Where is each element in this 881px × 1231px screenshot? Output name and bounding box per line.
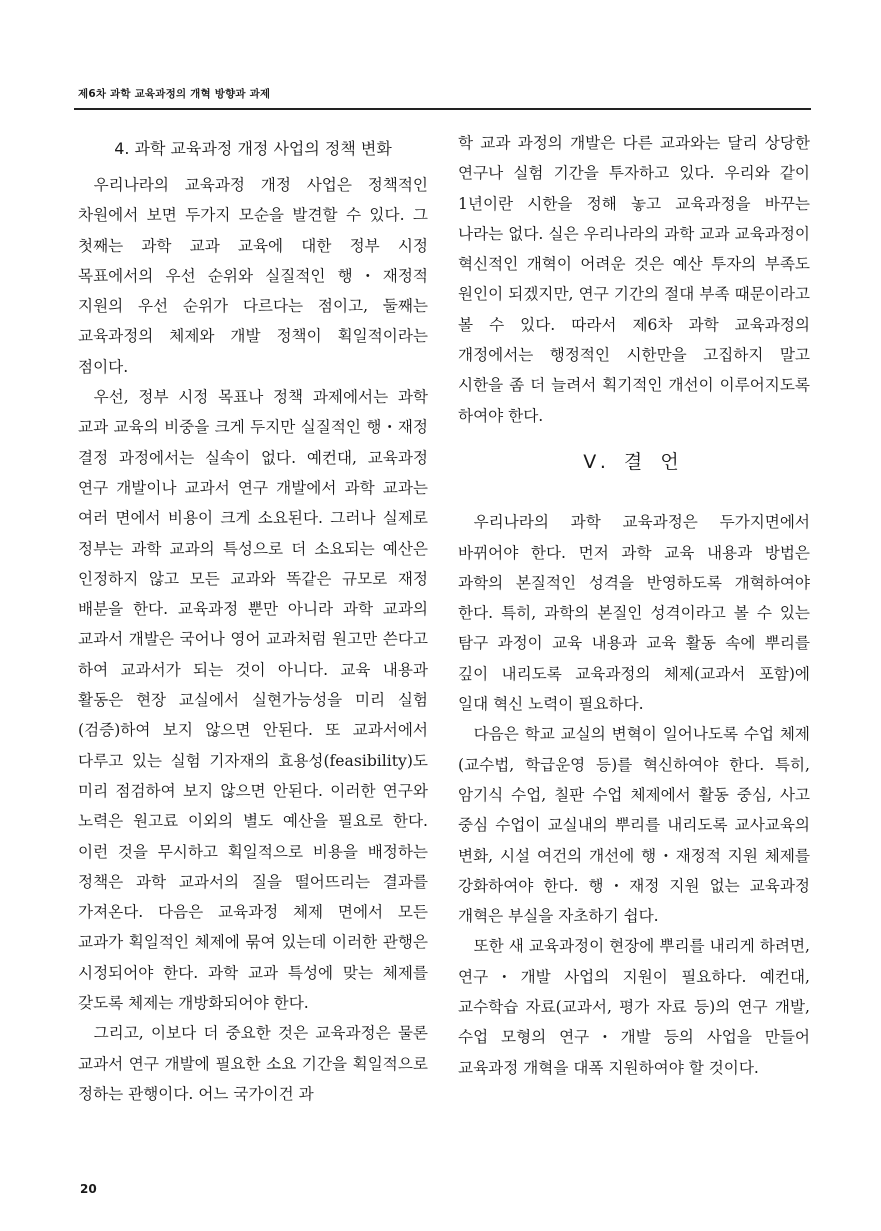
paragraph: 다음은 학교 교실의 변혁이 일어나도록 수업 체제(교수법, 학급운영 등)를 혁신하여야 한다. 특히, 암기식 수업, 칠판 수업 체제에서 활동 중심, 사고 중심 수업이 교실내의 뿌리를 내리도록 교사교육의 변화, 시설 여건의 개선에 행・재정적 지원 체제를 강화하여야 한다. 행・재정 지원 없는 교육과정 개혁은 부실을 자초하기 쉽다.: [458, 725, 810, 926]
section-title: 4. 과학 교육과정 개정 사업의 정책 변화: [114, 139, 392, 158]
paragraph: 또한 새 교육과정이 현장에 뿌리를 내리게 하려면, 연구・개발 사업의 지원이 필요하다. 예컨대, 교수학습 자료(교과서, 평가 자료 등)의 연구 개발, 수업 모형의 연구・개발 등의 사업을 만들어 교육과정 개혁을 대폭 지원하여야 할 것이다.: [458, 937, 810, 1077]
paragraph-continuation: 학 교과 과정의 개발은 다른 교과와는 달리 상당한 연구나 실험 기간을 투자하고 있다. 우리와 같이 1년이란 시한을 정해 놓고 교육과정을 바꾸는 나라는 없다. 실은 우리나라의 과학 교과 교육과정이 혁신적인 개혁이 어려운 것은 예산 투자의 부족도 원인이 되겠지만, 연구 기간의 절대 부족 때문이라고 볼 수 있다. 따라서 제6차 과학 교육과정의 개정에서는 행정적인 시한만을 고집하지 말고 시한을 좀 더 늘려서 획기적인 개선이 이루어지도록 하여야 한다.: [458, 134, 810, 425]
paragraph: 그리고, 이보다 더 중요한 것은 교육과정은 물론 교과서 연구 개발에 필요한 소요 기간을 획일적으로 정하는 관행이다. 어느 국가이건 과: [78, 1024, 428, 1103]
left-column: [78, 130, 428, 1109]
paragraph: 우선, 정부 시정 목표나 정책 과제에서는 과학 교과 교육의 비중을 크게 두지만 실질적인 행・재정 결정 과정에서는 실속이 없다. 예컨대, 교육과정 연구 개발이나 교과서 연구 개발에서 과학 교과는 여러 면에서 비용이 크게 소요된다. 그러나 실제로 정부는 과학 교과의 특성으로 더 소요되는 예산은 인정하지 않고 모든 교과와 똑같은 규모로 재정 배분을 한다. 교육과정 뿐만 아니라 과학 교과의 교과서 개발은 국어나 영어 교과처럼 원고만 쓴다고 하여 교과서가 되는 것이 아니다. 교육 내용과 활동은 현장 교실에서 실현가능성을 미리 실험(검증)하여 보지 않으면 안된다. 또 교과서에서 다루고 있는 실험 기자재의 효용성(feasibility)도 미리 점검하여 보지 않으면 안된다. 이러한 연구와 노력은 원고료 이외의 별도 예산을 필요로 한다. 이런 것을 무시하고 획일적으로 비용을 배정하는 정책은 과학 교과서의 질을 떨어뜨리는 결과를 가져온다. 다음은 교육과정 체제 면에서 모든 교과가 획일적인 체제에 묶여 있는데 이러한 관행은 시정되어야 한다. 과학 교과 특성에 맞는 체제를 갖도록 체제는 개방화되어야 한다.: [78, 388, 428, 1013]
paragraph: 우리나라의 과학 교육과정은 두가지면에서 바뀌어야 한다. 먼저 과학 교육 내용과 방법은 과학의 본질적인 성격을 반영하도록 개혁하여야 한다. 특히, 과학의 본질인 성격이라고 볼 수 있는 탐구 과정이 교육 내용과 교육 활동 속에 뿌리를 깊이 내리도록 교육과정의 체제(교과서 포함)에 일대 혁신 노력이 필요하다.: [458, 513, 810, 714]
page-number: 20: [80, 1182, 97, 1196]
chapter-title: V. 결 언: [583, 450, 685, 473]
header-rule: [74, 108, 811, 110]
running-header: 제6차 과학 교육과정의 개혁 방향과 과제: [78, 88, 271, 100]
paragraph: 우리나라의 교육과정 개정 사업은 정책적인 차원에서 보면 두가지 모순을 발견할 수 있다. 그 첫째는 과학 교과 교육에 대한 정부 시정 목표에서의 우선 순위와 실질적인 행・재정적 지원의 우선 순위가 다르다는 점이고, 둘째는 교육과정의 체제와 개발 정책이 획일적이라는 점이다.: [78, 176, 428, 376]
right-column: [458, 128, 810, 1083]
